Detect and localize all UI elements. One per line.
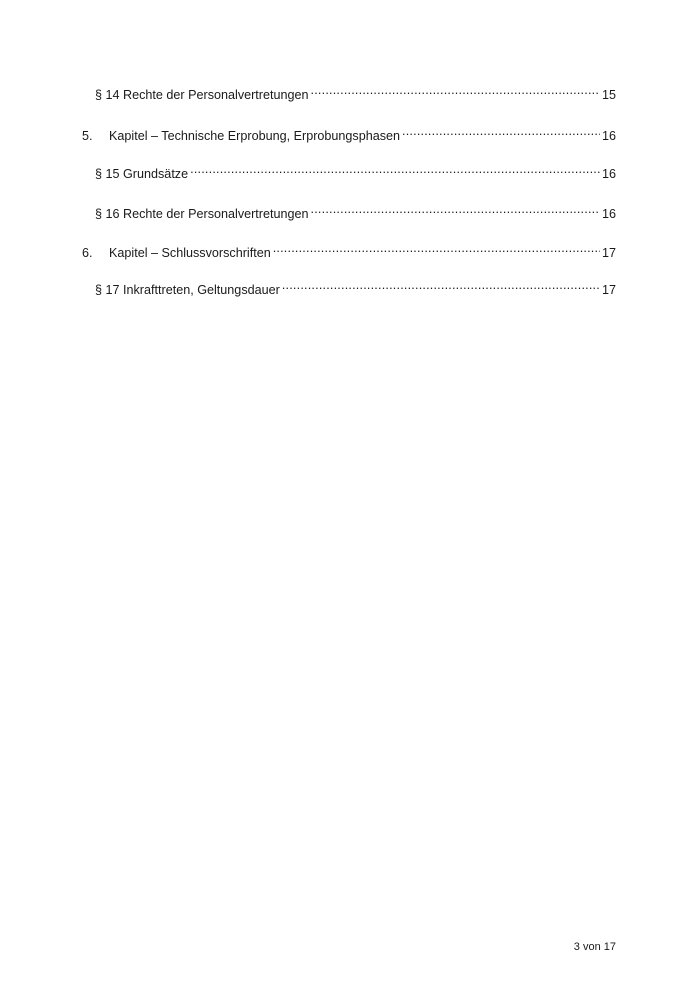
toc-entry-title: § 14 Rechte der Personalvertretungen (95, 88, 309, 102)
toc-leader-dots (273, 239, 600, 257)
toc-entry-number: 5. (82, 129, 93, 143)
toc-entry-page: 16 (601, 167, 616, 181)
toc-entry-chapter-6[interactable] (82, 239, 616, 262)
toc-entry-title: Kapitel – Schlussvorschriften (109, 246, 271, 260)
toc-entry-paragraph-16[interactable] (95, 200, 616, 223)
toc-entry-title: § 16 Rechte der Personalvertretungen (95, 207, 309, 221)
toc-entry-chapter-5[interactable] (82, 122, 616, 145)
toc-entry-paragraph-17[interactable] (95, 276, 616, 299)
toc-entry-page: 16 (601, 207, 616, 221)
toc-leader-dots (311, 200, 600, 218)
page-footer-indicator: 3 von 17 (573, 941, 616, 953)
toc-entry-number: 6. (82, 246, 93, 260)
toc-leader-dots (190, 160, 600, 178)
toc-entry-paragraph-15[interactable] (95, 160, 616, 183)
toc-entry-page: 17 (601, 283, 616, 297)
toc-entry-page: 17 (601, 246, 616, 260)
toc-entry-title: § 15 Grundsätze (95, 167, 189, 181)
toc-entry-paragraph-14[interactable] (95, 81, 616, 104)
toc-entry-title: Kapitel – Technische Erprobung, Erprobungsphasen (109, 129, 401, 143)
toc-leader-dots (402, 122, 600, 140)
toc-leader-dots (311, 81, 600, 99)
toc-entry-page: 15 (601, 88, 616, 102)
toc-entry-page: 16 (601, 129, 616, 143)
toc-entry-title: § 17 Inkrafttreten, Geltungsdauer (95, 283, 280, 297)
toc-leader-dots (282, 276, 600, 294)
